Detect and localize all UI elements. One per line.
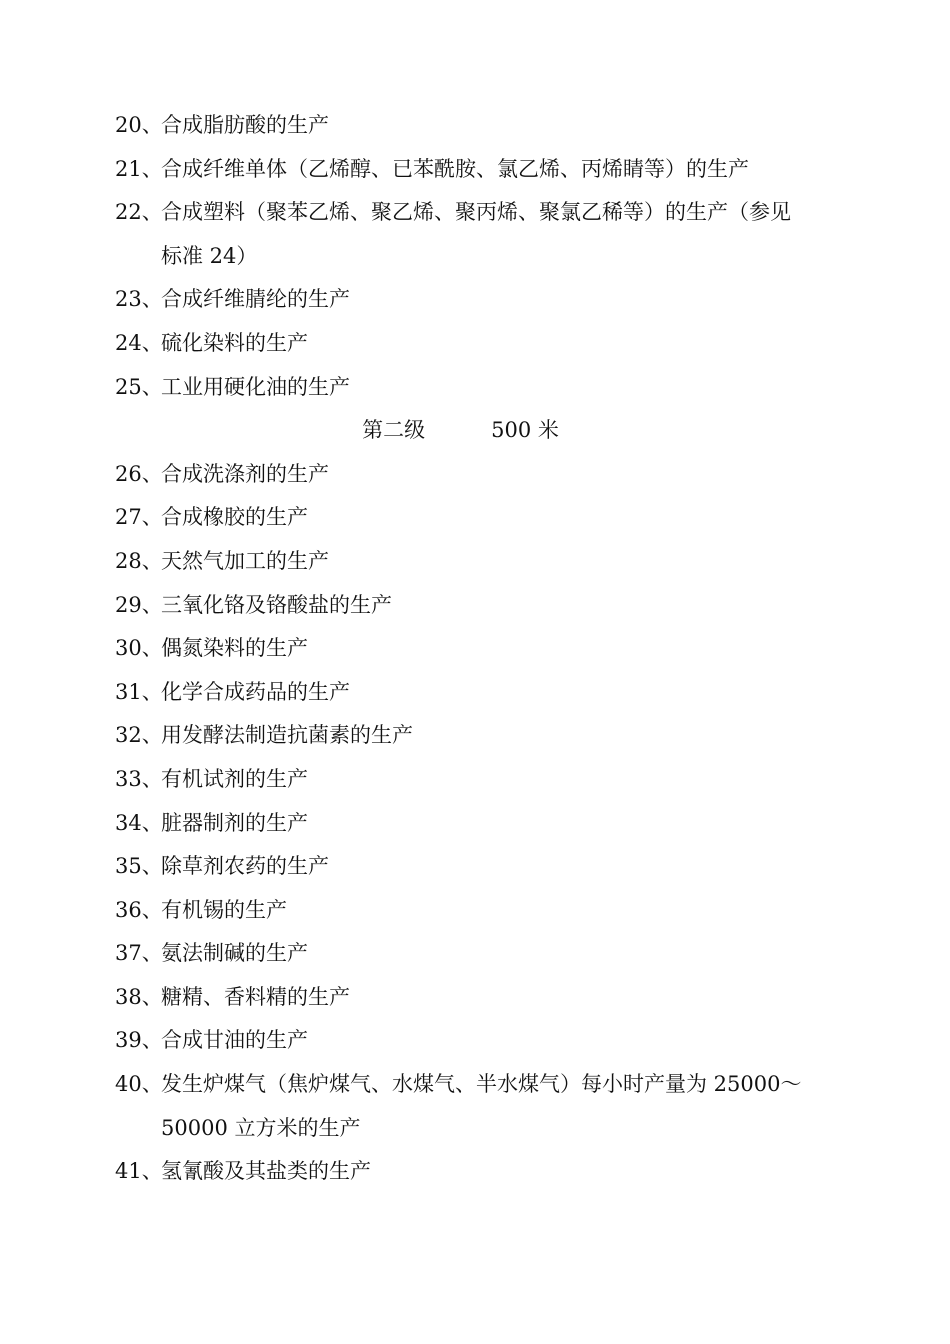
item-number: 20、 bbox=[115, 113, 163, 137]
item-text: 发生炉煤气（焦炉煤气、水煤气、半水煤气）每小时产量为 25000～ bbox=[161, 1072, 802, 1097]
list-item bbox=[115, 845, 840, 889]
item-text: 天然气加工的生产 bbox=[161, 548, 329, 573]
item-number: 23、 bbox=[115, 287, 163, 312]
item-number: 41、 bbox=[115, 1159, 163, 1184]
list-item bbox=[115, 714, 840, 758]
list-item bbox=[115, 758, 840, 802]
list-item bbox=[115, 627, 840, 671]
item-number: 32、 bbox=[115, 723, 163, 748]
list-item bbox=[115, 148, 840, 192]
list-item bbox=[115, 584, 840, 628]
item-text: 脏器制剂的生产 bbox=[161, 810, 308, 835]
item-text: 偶氮染料的生产 bbox=[161, 636, 308, 661]
list-item bbox=[115, 976, 840, 1020]
list-item bbox=[115, 1063, 840, 1107]
grade-label: 第二级 bbox=[362, 418, 426, 443]
list-item bbox=[115, 802, 840, 846]
list-item bbox=[115, 540, 840, 584]
item-number: 34、 bbox=[115, 810, 163, 835]
item-text: 合成橡胶的生产 bbox=[161, 505, 308, 530]
item-number: 35、 bbox=[115, 854, 163, 879]
section-heading bbox=[115, 409, 840, 453]
item-number: 27、 bbox=[115, 505, 163, 530]
item-text: 合成脂肪酸的生产 bbox=[161, 113, 329, 137]
item-text: 合成纤维腈纶的生产 bbox=[161, 287, 350, 312]
list-item bbox=[115, 278, 840, 322]
item-number: 36、 bbox=[115, 897, 163, 922]
item-number: 29、 bbox=[115, 592, 163, 617]
list-item bbox=[115, 1019, 840, 1063]
list-item bbox=[115, 104, 840, 148]
item-number: 24、 bbox=[115, 330, 163, 355]
item-number: 39、 bbox=[115, 1028, 163, 1053]
item-number: 40、 bbox=[115, 1072, 163, 1097]
item-number: 28、 bbox=[115, 548, 163, 573]
list-item bbox=[115, 191, 840, 235]
item-text: 有机试剂的生产 bbox=[161, 766, 308, 791]
item-number: 37、 bbox=[115, 941, 163, 966]
item-text: 除草剂农药的生产 bbox=[161, 854, 329, 879]
item-number: 22、 bbox=[115, 200, 163, 225]
item-text: 合成洗涤剂的生产 bbox=[161, 461, 329, 486]
document-content bbox=[115, 104, 840, 1194]
item-text: 糖精、香料精的生产 bbox=[161, 984, 350, 1009]
item-text: 三氧化铬及铬酸盐的生产 bbox=[161, 592, 392, 617]
item-text: 硫化染料的生产 bbox=[161, 330, 308, 355]
list-item bbox=[115, 453, 840, 497]
item-text: 氢氰酸及其盐类的生产 bbox=[161, 1159, 371, 1184]
list-item bbox=[115, 671, 840, 715]
item-continuation: 50000 立方米的生产 bbox=[161, 1115, 361, 1140]
item-continuation: 标准 24） bbox=[161, 243, 258, 268]
item-number: 33、 bbox=[115, 766, 163, 791]
item-number: 26、 bbox=[115, 461, 163, 486]
item-text: 用发酵法制造抗菌素的生产 bbox=[161, 723, 413, 748]
item-text: 合成甘油的生产 bbox=[161, 1028, 308, 1053]
item-number: 25、 bbox=[115, 374, 163, 399]
list-item bbox=[115, 366, 840, 410]
list-item bbox=[115, 932, 840, 976]
item-text: 合成塑料（聚苯乙烯、聚乙烯、聚丙烯、聚氯乙稀等）的生产（参见 bbox=[161, 200, 791, 225]
list-item bbox=[115, 1150, 840, 1194]
item-text: 化学合成药品的生产 bbox=[161, 679, 350, 704]
item-number: 30、 bbox=[115, 636, 163, 661]
item-number: 21、 bbox=[115, 156, 163, 181]
list-item bbox=[115, 496, 840, 540]
distance-label: 500 米 bbox=[491, 418, 559, 443]
list-item bbox=[115, 322, 840, 366]
item-text: 氨法制碱的生产 bbox=[161, 941, 308, 966]
item-text: 有机锡的生产 bbox=[161, 897, 287, 922]
item-text: 合成纤维单体（乙烯醇、已苯酰胺、氯乙烯、丙烯睛等）的生产 bbox=[161, 156, 749, 181]
item-number: 38、 bbox=[115, 984, 163, 1009]
list-item bbox=[115, 889, 840, 933]
item-text: 工业用硬化油的生产 bbox=[161, 374, 350, 399]
item-number: 31、 bbox=[115, 679, 163, 704]
